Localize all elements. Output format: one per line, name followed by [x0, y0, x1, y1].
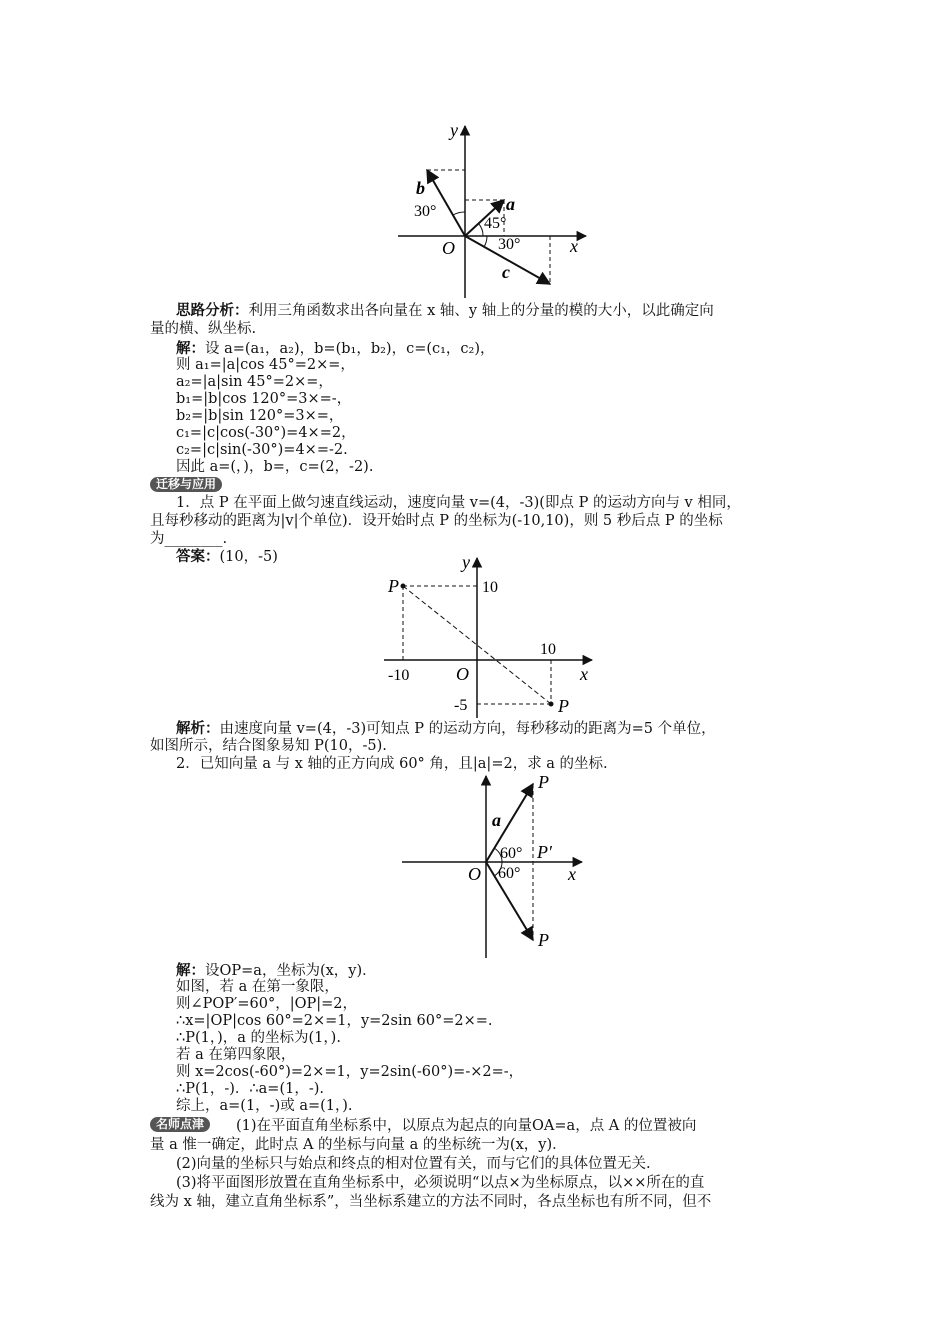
label-y: y [450, 120, 458, 140]
label-p-prime: P′ [537, 842, 552, 862]
tips-badge: 名师点津 [150, 1117, 210, 1132]
tips-line-4: (3)将平面图形放置在直角坐标系中，必须说明“以点×为坐标原点，以××所在的直 [176, 1175, 705, 1191]
q2sol-line-4: ∴x=|OP|cos 60°=2×=1，y=2sin 60°=2×=. [176, 1013, 493, 1029]
q2sol-line-6: 若 a 在第四象限， [176, 1047, 296, 1063]
solution-line-2: 则 a₁=|a|cos 45°=2×=， [176, 357, 355, 373]
arc-a [478, 223, 483, 236]
label-c: c [502, 262, 510, 282]
angle-30-c: 30° [498, 236, 521, 253]
q2sol-line-8: ∴P(1，-)．∴a=(1，-). [176, 1081, 324, 1097]
q2sol-line-3: 则∠POP′=60°，|OP|=2， [176, 996, 357, 1012]
angle-45: 45° [484, 215, 507, 232]
solution-line-6: c₁=|c|cos(-30°)=4×=2， [176, 425, 356, 441]
label-p-top: P [538, 772, 549, 792]
solution-line-8: 因此 a=(，)，b=，c=(2，-2). [176, 459, 374, 475]
q2sol-line-7: 则 x=2cos(-60°)=2×=1，y=2sin(-60°)=-×2=-， [176, 1064, 524, 1080]
solution-line-3: a₂=|a|sin 45°=2×=， [176, 374, 333, 390]
angle-60-up: 60° [500, 845, 523, 862]
solution-line-1: 解：设 a=(a₁，a₂)，b=(b₁，b₂)，c=(c₁，c₂)， [176, 340, 495, 357]
q1-answer: 答案：(10，-5) [176, 548, 278, 565]
section-badge: 迁移与应用 [150, 477, 222, 492]
figure-vector-60 [398, 770, 594, 960]
q1sol-line-1: 解析：由速度向量 v=(4，-3)可知点 P 的运动方向，每秒移动的距离为=5 个单位， [176, 720, 716, 737]
q2sol-line-5: ∴P(1，)，a 的坐标为(1，). [176, 1030, 341, 1046]
solution-line-5: b₂=|b|sin 120°=3×=， [176, 408, 344, 424]
label-o: O [468, 864, 481, 884]
label-a: a [506, 194, 515, 214]
label-b: b [416, 178, 425, 198]
tips-line-5: 线为 x 轴，建立直角坐标系”，当坐标系建立的方法不同时，各点坐标也有所不同，但不 [150, 1194, 712, 1210]
tips-line-1: (1)在平面直角坐标系中，以原点为起点的向量OA=a，点 A 的位置被向 [236, 1118, 697, 1134]
label-p-end: P [558, 696, 569, 716]
label-a: a [492, 810, 501, 830]
arc-c [484, 236, 487, 247]
q2-line-1: 2．已知向量 a 与 x 轴的正方向成 60° 角，且|a|=2，求 a 的坐标. [176, 756, 608, 772]
q2sol-line-2: 如图，若 a 在第一象限， [176, 979, 339, 995]
point-start [401, 584, 406, 589]
tick-10-x: 10 [540, 641, 556, 658]
solution-line-4: b₁=|b|cos 120°=3×=-， [176, 391, 352, 407]
point-end [549, 702, 554, 707]
solution-line-7: c₂=|c|sin(-30°)=4×=-2. [176, 442, 348, 458]
q1sol-line-2: 如图所示，结合图象易知 P(10，-5). [150, 738, 387, 754]
figure-vectors-abc [390, 118, 600, 300]
angle-60-down: 60° [498, 865, 521, 882]
label-p-bottom: P [538, 930, 549, 950]
analysis-line-2: 量的横、纵坐标. [150, 321, 257, 337]
tips-line-3: (2)向量的坐标只与始点和终点的相对位置有关，而与它们的具体位置无关. [176, 1156, 651, 1172]
arc-b [453, 212, 465, 215]
label-y: y [462, 552, 470, 572]
tick-neg10: -10 [388, 667, 410, 684]
label-o: O [442, 238, 455, 258]
label-x: x [570, 236, 578, 256]
tick-neg5: -5 [454, 697, 468, 714]
q2sol-line-1: 解：设OP=a，坐标为(x，y)． [176, 962, 377, 979]
q1-line-1: 1．点 P 在平面上做匀速直线运动，速度向量 v=(4，-3)(即点 P 的运动方向与 v 相同， [176, 495, 741, 511]
tips-line-2: 量 a 惟一确定，此时点 A 的坐标与向量 a 的坐标统一为(x，y)． [150, 1137, 567, 1153]
q1-line-2: 且每秒移动的距离为|v|个单位)．设开始时点 P 的坐标为(-10,10)，则 5 秒后点 P 的坐标 [150, 513, 723, 529]
tick-10-y: 10 [482, 579, 498, 596]
q1-line-3: 为________. [150, 531, 228, 547]
label-p-start: P [388, 576, 399, 596]
label-o: O [456, 664, 469, 684]
figure-point-motion [380, 552, 602, 720]
angle-30-b: 30° [414, 203, 437, 220]
label-x: x [568, 864, 576, 884]
analysis-line-1: 思路分析：利用三角函数求出各向量在 x 轴、y 轴上的分量的模的大小，以此确定向 [176, 302, 714, 319]
q2sol-line-9: 综上，a=(1，-)或 a=(1，). [176, 1098, 353, 1114]
label-x: x [580, 664, 588, 684]
